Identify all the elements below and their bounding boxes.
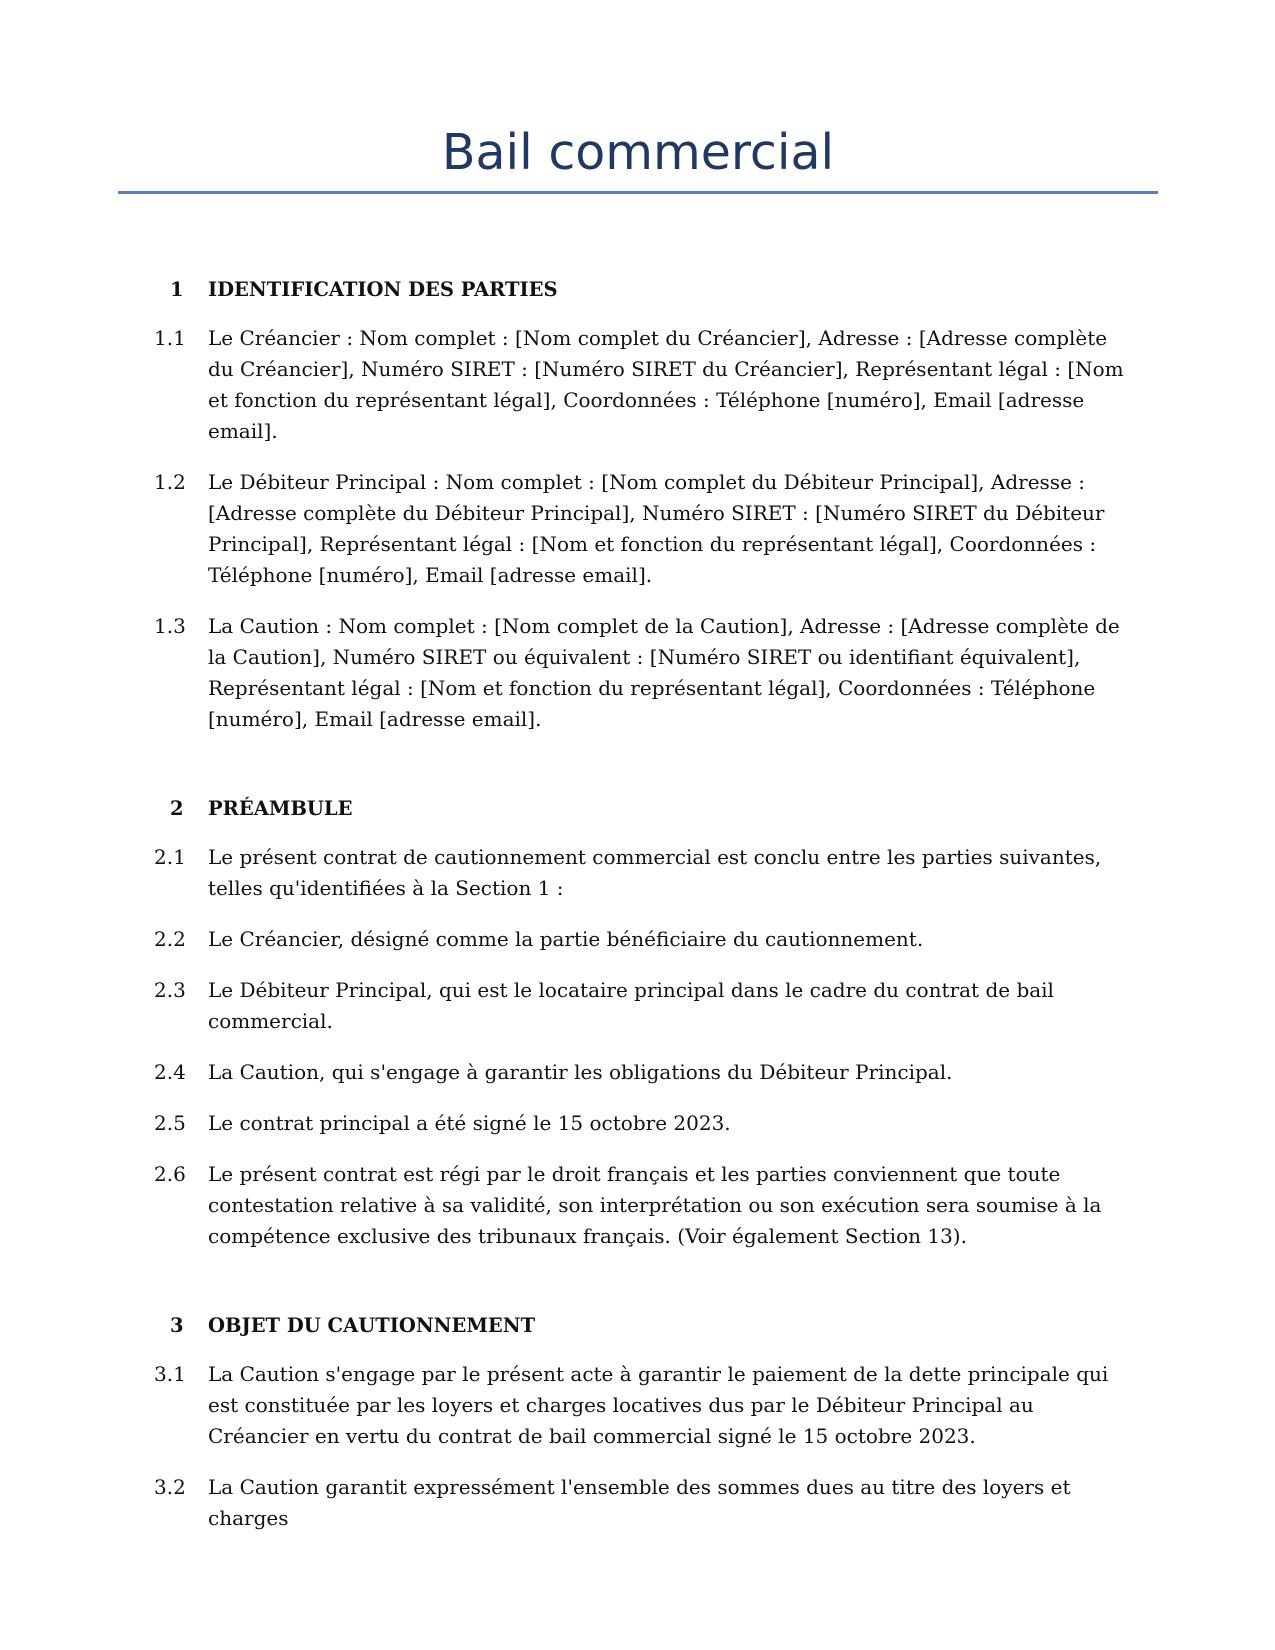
clause (0, 611, 1275, 735)
document-title: Bail commercial (441, 124, 835, 181)
clause-text: Le Créancier : Nom complet : [Nom complet du Créancier], Adresse : [Adresse complète du Créancier], Numéro SIRET : [Numéro SIRET du Créancier], Représentant légal : [Nom et fonction du représentant légal], Coordonnées : Téléphone [numéro], Email [adresse email]. (208, 326, 1124, 443)
clause (0, 1057, 1275, 1088)
clause-number: 1.2 (154, 470, 186, 494)
clause-text: La Caution s'engage par le présent acte à garantir le paiement de la dette principale qui est constituée par les loyers et charges locatives dus par le Débiteur Principal au Créancier en vertu du contrat de bail commercial signé le 15 octobre 2023. (208, 1362, 1109, 1448)
section-objet (0, 1310, 1275, 1534)
clause-text: Le Débiteur Principal, qui est le locataire principal dans le cadre du contrat de bail commercial. (208, 978, 1054, 1033)
clause (0, 1359, 1275, 1452)
clause-text: Le Débiteur Principal : Nom complet : [Nom complet du Débiteur Principal], Adresse : [Adresse complète du Débiteur Principal], Numéro SIRET : [Numéro SIRET du Débiteur Principal], Représentant légal : [Nom et fonction du représentant légal], Coordonnées : Téléphone [numéro], Email [adresse email]. (208, 470, 1105, 587)
clause (0, 924, 1275, 955)
document-body (0, 274, 1275, 1554)
clause-number: 3.1 (154, 1362, 186, 1386)
clause (0, 975, 1275, 1037)
clause-text: Le présent contrat de cautionnement commercial est conclu entre les parties suivantes, telles qu'identifiées à la Section 1 : (208, 845, 1102, 900)
clause-number: 2.5 (154, 1111, 186, 1135)
section-heading (0, 1310, 1275, 1341)
title-underline (118, 191, 1158, 194)
section-number: 3 (170, 1314, 184, 1337)
section-heading (0, 793, 1275, 824)
section-title: IDENTIFICATION DES PARTIES (208, 278, 558, 301)
clause-text: Le présent contrat est régi par le droit français et les parties conviennent que toute contestation relative à sa validité, son interprétation ou son exécution sera soumise à la compétence exclusive des tribunaux français. (Voir également Section 13). (208, 1162, 1102, 1248)
clause-number: 2.3 (154, 978, 186, 1002)
clause-number: 1.1 (154, 326, 186, 350)
section-heading (0, 274, 1275, 305)
clause-number: 2.4 (154, 1060, 186, 1084)
clause-number: 2.1 (154, 845, 186, 869)
clause-number: 3.2 (154, 1475, 186, 1499)
clause-number: 2.6 (154, 1162, 186, 1186)
section-identification (0, 274, 1275, 735)
section-title: OBJET DU CAUTIONNEMENT (208, 1314, 536, 1337)
section-number: 2 (170, 797, 184, 820)
clause-text: Le Créancier, désigné comme la partie bénéficiaire du cautionnement. (208, 927, 924, 951)
clause (0, 1472, 1275, 1534)
clause-text: La Caution : Nom complet : [Nom complet de la Caution], Adresse : [Adresse complète de la Caution], Numéro SIRET ou équivalent : [Numéro SIRET ou identifiant équivalent], Représentant légal : [Nom et fonction du représentant légal], Coordonnées : Téléphone [numéro], Email [adresse email]. (208, 614, 1120, 731)
section-title: PRÉAMBULE (208, 797, 353, 820)
clause (0, 467, 1275, 591)
clause-text: La Caution garantit expressément l'ensemble des sommes dues au titre des loyers et charges (208, 1475, 1071, 1530)
clause (0, 1108, 1275, 1139)
clause (0, 323, 1275, 447)
section-preambule (0, 793, 1275, 1252)
clause (0, 842, 1275, 904)
clause-number: 1.3 (154, 614, 186, 638)
clause-text: Le contrat principal a été signé le 15 octobre 2023. (208, 1111, 731, 1135)
clause-number: 2.2 (154, 927, 186, 951)
clause-text: La Caution, qui s'engage à garantir les obligations du Débiteur Principal. (208, 1060, 953, 1084)
section-number: 1 (170, 278, 184, 301)
clause (0, 1159, 1275, 1252)
